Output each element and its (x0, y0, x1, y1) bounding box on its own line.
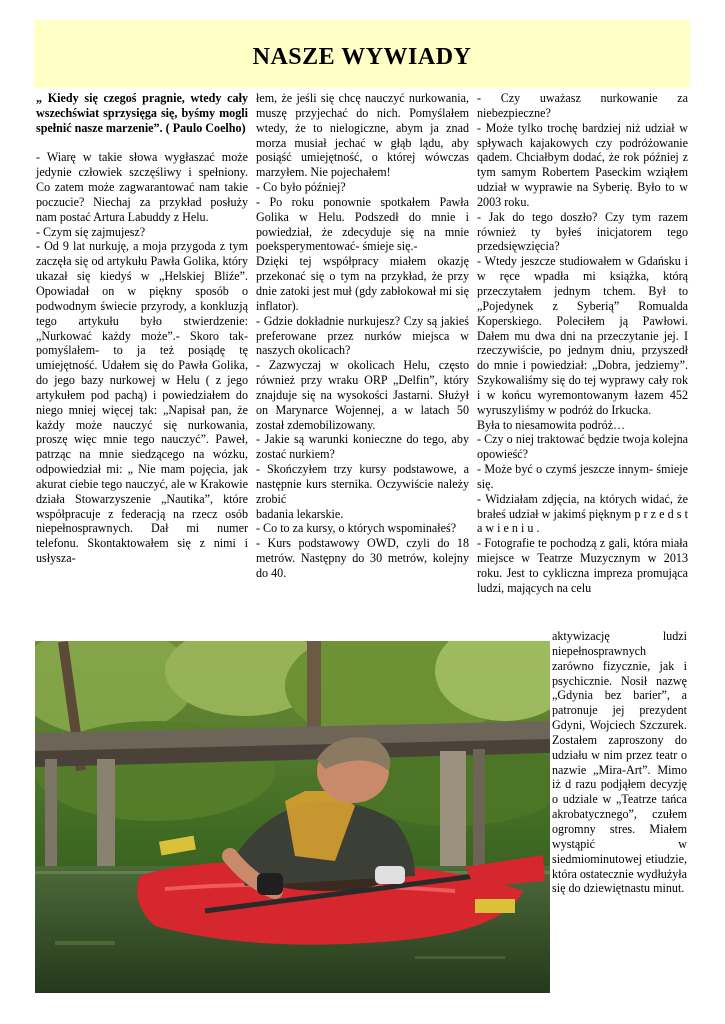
answer-continued: aktywizację ludzi niepełnosprawnych zarówno fizycznie, jak i psychicznie. Nosił nazwę „Gdynia bez barier”, a patronuje jej prezydent Gdyni, Wojciech Szczurek. Zostałem zaproszony do udziału w nim przez teatr o nazwie „Mira-Art”. Mimo iż d razu podjąłem decyzję o udziale w „Teatrze tańca akrobatycznego”, czułem ogromny stres. Miałem wystąpić w siedmiominutowej etiudzie, która ostatecznie wydłużyła się do dziewiętnastu minut. (552, 629, 687, 896)
answer: - Skończyłem trzy kursy podstawowe, a następnie kurs sternika. Oczywiście należy zrobić (256, 462, 469, 506)
answer: - Po roku ponownie spotkałem Pawła Golika w Helu. Podszedł do mnie i powiedział, że zdecyduje się na mnie poeksperymentować- śmieje się.- (256, 194, 469, 254)
question: - Co było później? (256, 180, 346, 195)
photo-illustration (35, 641, 550, 993)
answer: - Zazwyczaj w okolicach Helu, często również przy wraku ORP „Delfin”, który znajduje się na wysokości Jastarni. Służył on Marynarce Wojennej, a w latach 50 został zdemobilizowany. (256, 358, 469, 432)
answer: Dzięki tej współpracy miałem okazję przekonać się o tym na przykład, że przy dnie zatoki jest muł (gdy zabłokował mi się inflator). (256, 254, 469, 313)
question: - Jak do tego doszło? Czy tym razem również ty byłeś inicjatorem tego przedsięwzięcia? (477, 209, 688, 254)
article-column-3 (477, 91, 688, 596)
question: - Czym się zajmujesz? (36, 224, 146, 239)
question: - Jakie są warunki konieczne do tego, aby zostać nurkiem? (256, 432, 469, 462)
question: - Widziałam zdjęcia, na których widać, że brałeś udział w jakimś pięknym p r z e d s t a w i e n i u . (477, 491, 688, 536)
answer: - Wtedy jeszcze studiowałem w Gdańsku i w ręce wpadła mi książka, którą przeczytałem jednym tchem. Był to „Pojedynek z Syberią” Romualda Koperskiego. Poleciłem ją Pawłowi. Dałem mu dwa dni na przeczytanie jej. I rzeczywiście, po jednym dniu, przyszedł do mnie i powiedział: „Dobra, jedziemy”. Szykowaliśmy się do tej wyprawy cały rok i w końcu wyremontowanym łazem 452 wyruszyliśmy w podróż do Irkucka. (477, 254, 688, 417)
page-title: NASZE WYWIADY (252, 43, 472, 70)
answer: badania lekarskie. (256, 506, 344, 521)
article-column-4 (552, 629, 687, 896)
question: - Czy uważasz nurkowanie za niebezpieczne? (477, 91, 688, 120)
answer: - Może tylko trochę bardziej niż udział w spływach kajakowych czy podróżowanie qadem. Chciałbym dodać, że rok później z tym samym Robertem Paseckim wziąłem udział w wyprawie na Syberię. Było to w 2003 roku. (477, 120, 688, 209)
article-column-1 (36, 91, 248, 566)
answer: Była to niesamowita podróż… (477, 417, 626, 432)
answer-continued: łem, że jeśli się chcę nauczyć nurkowania, muszę przyjechać do nich. Pomyślałem wtedy, że to nielogiczne, abym ja znad morza musiał jechać w głąb lądu, aby posiąść umiejętność, o której wówczas marzyłem. Nie pojechałem! (256, 91, 469, 180)
opening-quote: „ Kiedy się czegoś pragnie, wtedy cały wszechświat sprzysięga się, byśmy mogli spełnić nasze marzenie”. ( Paulo Coelho) (36, 91, 248, 135)
article-column-2 (256, 91, 469, 581)
question: - Co to za kursy, o których wspominałeś? (256, 521, 457, 536)
answer: - Kurs podstawowy OWD, czyli do 18 metrów. Następny do 30 metrów, kolejny do 40. (256, 536, 469, 580)
answer: - Fotografie te pochodzą z gali, która miała miejsce w Teatrze Muzycznym w 2013 roku. Jest to cykliczna impreza promująca ludzi, mających na celu (477, 536, 688, 595)
question: - Gdzie dokładnie nurkujesz? Czy są jakieś preferowane przez nurków miejsca w naszych okolicach? (256, 313, 469, 358)
intro-paragraph: - Wiarę w takie słowa wygłaszać może jedynie człowiek szczęśliwy i spełniony. Co zatem może zagwarantować nam takie poczucie? Niechaj za przykład posłuży nam postać Artura Labuddy z Helu. (36, 150, 248, 224)
answer: - Od 9 lat nurkuję, a moja przygoda z tym zaczęła się od artykułu Pawła Golika, który ukazał się kiedyś w „Helskiej Bliźe”. Opowiadał on w piękny sposób o podwodnym świecie przyrody, a konkluzją tego artykułu było stwierdzenie: „Nurkować każdy może”.- Skoro tak- pomyślałem- to ja też posiądę tę umiejętność. Udałem się do Pawła Golika, do jego bazy nurkowej w Helu ( z jego artykułem pod pachą) i powiedziałem do niego mniej więcej tak: „Napisał pan, że każdy może nauczyć się nurkowania, proszę więc mnie tego nauczyć”. Paweł, patrząc na mnie siedzącego na wózku, odpowiedział mi: „ Nie mam pojęcia, jak akurat ciebie tego nauczyć, ale w Krakowie działa Stowarzyszenie „Nautika”, które współpracuje z federacją na rzecz osób niepełnosprawnych. Dał mi numer telefonu. Skontaktowałem się z nimi i usłysza- (36, 239, 248, 566)
kayak-photo (35, 641, 550, 993)
answer: - Może być o czymś jeszcze innym- śmieje się. (477, 462, 688, 491)
header-banner (34, 20, 690, 88)
question: - Czy o niej traktować będzie twoja kolejna opowieść? (477, 432, 688, 462)
